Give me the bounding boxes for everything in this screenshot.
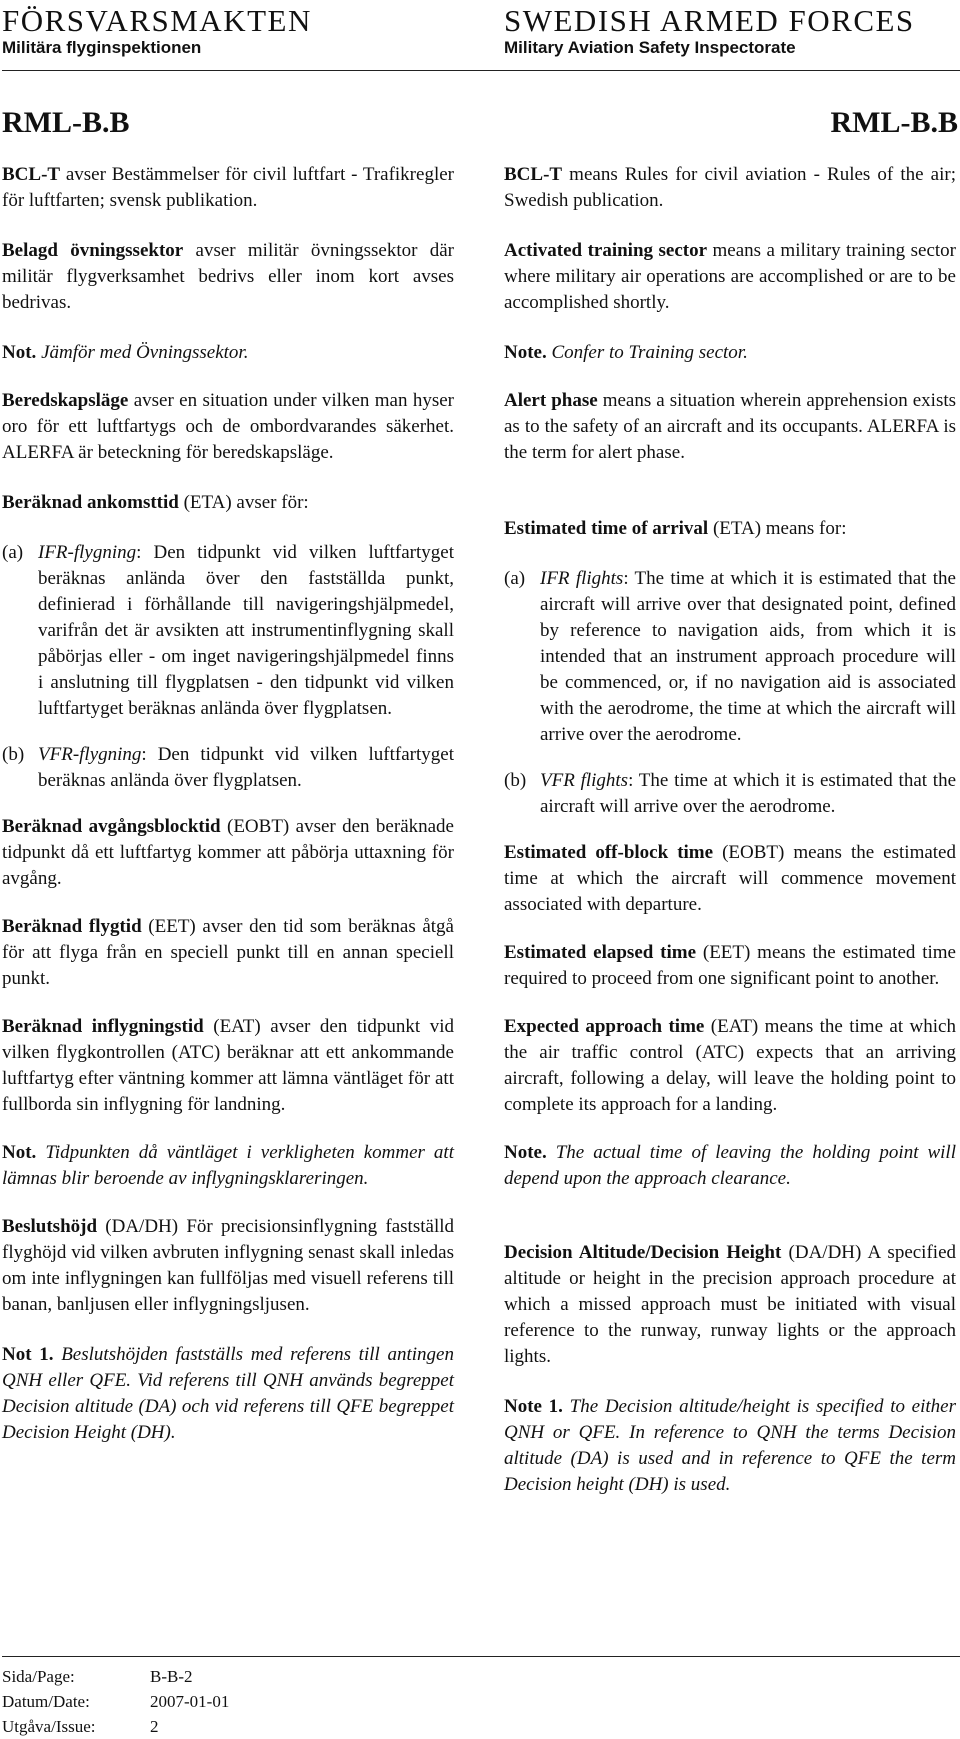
definition-eat-sv <box>2 1014 454 1118</box>
org-name-swedish: FÖRSVARSMAKTEN <box>2 3 312 38</box>
term: Estimated off-block time <box>504 842 714 863</box>
item-term: VFR flights <box>540 770 629 791</box>
definition-text: means Rules for civil aviation - Rules of the air; Swedish publication. <box>504 164 956 211</box>
page-value: B-B-2 <box>150 1667 193 1686</box>
definition-dadh-en <box>504 1240 956 1370</box>
definition-eet-en <box>504 940 956 992</box>
term: Beredskapsläge <box>2 390 129 411</box>
definition-text: (DA/DH) A specified altitude or height in the precision approach procedure at which a missed approach must be initiated with visual reference to the runway, runway lights or the approach lights. <box>504 1242 957 1367</box>
header-divider <box>2 70 960 71</box>
note-sv-3 <box>2 1342 454 1446</box>
definition-beredskap-sv <box>2 388 454 466</box>
definition-text: means a situation wherein apprehension exists as to the safety of an aircraft and its occupants. ALERFA is the term for alert phase. <box>504 390 957 463</box>
item-body: : The time at which it is estimated that the aircraft will arrive over the aerodrome. <box>540 770 957 817</box>
note-label: Note 1. <box>504 1396 563 1417</box>
definition-text: (EET) avser den tid som beräknas åtgå för att flyga från en speciell punkt till en annan speciell punkt. <box>2 916 454 989</box>
definition-text: avser Bestämmelser för civil luftfart - Trafikregler för luftfarten; svensk publikation. <box>2 164 454 211</box>
definition-text: (EET) means the estimated time required to proceed from one significant point to another. <box>504 942 956 989</box>
date-value: 2007-01-01 <box>150 1692 230 1711</box>
doc-code-left: RML-B.B <box>2 106 130 139</box>
definition-text: (ETA) avser för: <box>178 492 309 513</box>
note-en-3 <box>504 1394 956 1498</box>
definition-eet-sv <box>2 914 454 992</box>
note-label: Not. <box>2 342 37 363</box>
definition-text: (EOBT) means the estimated time at which the aircraft will commence movement associated with departure. <box>504 842 956 915</box>
definition-bclt-sv <box>2 162 454 214</box>
note-label: Not. <box>2 1142 37 1163</box>
term: Beräknad ankomsttid <box>2 492 179 513</box>
item-label: (b) <box>504 770 527 791</box>
definition-text: (DA/DH) För precisionsinflygning fastställd flyghöjd vid vilken avbruten inflygning senast skall inledas om inte inflygningen kan fullföljas med visuell referens till banan, banljusen eller inflygningsljusen. <box>2 1216 454 1315</box>
term: Alert phase <box>504 390 598 411</box>
item-label: (a) <box>2 542 24 563</box>
term: Beräknad flygtid <box>2 916 142 937</box>
definition-eat-en <box>504 1014 956 1118</box>
definition-belagd-sv <box>2 238 454 316</box>
definition-text: avser militär övningssektor där militär flygverksamhet bedrivs eller inom kort avses bedrivas. <box>2 240 455 313</box>
definition-bclt-en <box>504 162 956 214</box>
note-text: The Decision altitude/height is specified to either QNH or QFE. In reference to QNH the terms Decision altitude (DA) is used and in reference to QFE the term Decision height (DH) is used. <box>504 1396 957 1495</box>
term: Belagd övningssektor <box>2 240 184 261</box>
term: BCL-T <box>504 164 563 185</box>
footer-divider <box>2 1656 960 1657</box>
item-body: : The time at which it is estimated that the aircraft will arrive over that designated point, defined by reference to navigation aids, from which it is intended that an instrument approach procedure will be commenced, or, if no navigation aid is associated with the aerodrome, the time at which the aircraft will arrive over the aerodrome. <box>540 568 956 745</box>
org-unit-swedish: Militära flyginspektionen <box>2 38 202 57</box>
item-text <box>38 742 454 794</box>
note-sv-1 <box>2 340 454 366</box>
term: Estimated time of arrival <box>504 518 709 539</box>
item-term: IFR flights <box>540 568 624 589</box>
item-text <box>540 768 956 820</box>
note-text: Tidpunkten då väntläget i verkligheten kommer att lämnas blir beroende av inflygningsklareringen. <box>2 1142 454 1189</box>
term: Expected approach time <box>504 1016 705 1037</box>
footer-issue-row <box>2 1714 229 1739</box>
org-name-english: SWEDISH ARMED FORCES <box>504 3 915 38</box>
note-label: Note. <box>504 342 547 363</box>
issue-value: 2 <box>150 1717 159 1736</box>
item-body: : Den tidpunkt vid vilken luftfartyget beräknas anlända över den fastställda punkt, definierad i förhållande till navigeringshjälpmedel, varifrån det är avsikten att instrumentinflygning skall påbörjas eller - om inget navigeringshjälpmedel finns i anslutning till flygplatsen - den tidpunkt vid vilken luftfartyget beräknas anlända över flygplatsen. <box>38 542 454 719</box>
item-body: : Den tidpunkt vid vilken luftfartyget beräknas anlända över flygplatsen. <box>38 744 454 791</box>
definition-text: (EAT) means the time at which the air traffic control (ATC) expects that an arriving aircraft, following a delay, will leave the holding point to complete its approach for a landing. <box>504 1016 956 1115</box>
eta-item-a-sv <box>2 540 454 722</box>
eta-item-b-en <box>504 768 956 820</box>
definition-eobt-sv <box>2 814 454 892</box>
doc-code-right: RML-B.B <box>830 106 958 139</box>
footer <box>2 1664 229 1739</box>
term: Beslutshöjd <box>2 1216 98 1237</box>
definition-text: (EAT) avser den tidpunkt vid vilken flygkontrollen (ATC) beräknar att ett ankommande luftfartyg efter väntning kommer att lämna väntläget för att fullborda sin inflygning för landning. <box>2 1016 455 1115</box>
item-term: IFR-flygning <box>38 542 137 563</box>
item-label: (a) <box>504 568 526 589</box>
footer-page-row <box>2 1664 229 1689</box>
note-label: Note. <box>504 1142 547 1163</box>
issue-label: Utgåva/Issue: <box>2 1717 96 1736</box>
english-column <box>504 162 956 1498</box>
item-label: (b) <box>2 744 25 765</box>
footer-date-row <box>2 1689 229 1714</box>
note-text: Confer to Training sector. <box>546 342 748 363</box>
swedish-column <box>2 162 454 1446</box>
term: Estimated elapsed time <box>504 942 697 963</box>
header-right <box>504 4 915 58</box>
date-label: Datum/Date: <box>2 1692 90 1711</box>
item-text <box>540 566 956 748</box>
term: Activated training sector <box>504 240 708 261</box>
note-text: Jämför med Övningssektor. <box>36 342 249 363</box>
eta-item-b-sv <box>2 742 454 794</box>
term: Decision Altitude/Decision Height <box>504 1242 782 1263</box>
definition-dadh-sv <box>2 1214 454 1318</box>
definition-eta-sv <box>2 490 454 516</box>
term: BCL-T <box>2 164 61 185</box>
term: Beräknad inflygningstid <box>2 1016 204 1037</box>
note-text: Beslutshöjden fastställs med referens till antingen QNH eller QFE. Vid referens till QNH används begreppet Decision altitude (DA) och vid referens till QFE begreppet Decision Height (DH). <box>2 1344 454 1443</box>
definition-eta-en <box>504 516 956 542</box>
definition-text: (EOBT) avser den beräknade tidpunkt då ett luftfartyg kommer att påbörja uttaxning för avgång. <box>2 816 454 889</box>
definition-activated-en <box>504 238 956 316</box>
eta-item-a-en <box>504 566 956 748</box>
item-term: VFR-flygning <box>38 744 142 765</box>
definition-eobt-en <box>504 840 956 918</box>
org-unit-english: Military Aviation Safety Inspectorate <box>504 38 796 57</box>
note-sv-2 <box>2 1140 454 1192</box>
page-label: Sida/Page: <box>2 1667 75 1686</box>
header-left <box>2 4 312 58</box>
note-en-1 <box>504 340 956 366</box>
term: Beräknad avgångsblocktid <box>2 816 221 837</box>
item-text <box>38 540 454 722</box>
definition-alert-en <box>504 388 956 466</box>
definition-text: (ETA) means for: <box>708 518 847 539</box>
definition-text: avser en situation under vilken man hyser oro för ett luftfartygs och de ombordvarandes säkerhet. ALERFA är beteckning för beredskapsläge. <box>2 390 454 463</box>
note-en-2 <box>504 1140 956 1192</box>
note-label: Not 1. <box>2 1344 54 1365</box>
note-text: The actual time of leaving the holding point will depend upon the approach clearance. <box>504 1142 956 1189</box>
definition-text: means a military training sector where military air operations are accomplished or are to be accomplished shortly. <box>504 240 956 313</box>
